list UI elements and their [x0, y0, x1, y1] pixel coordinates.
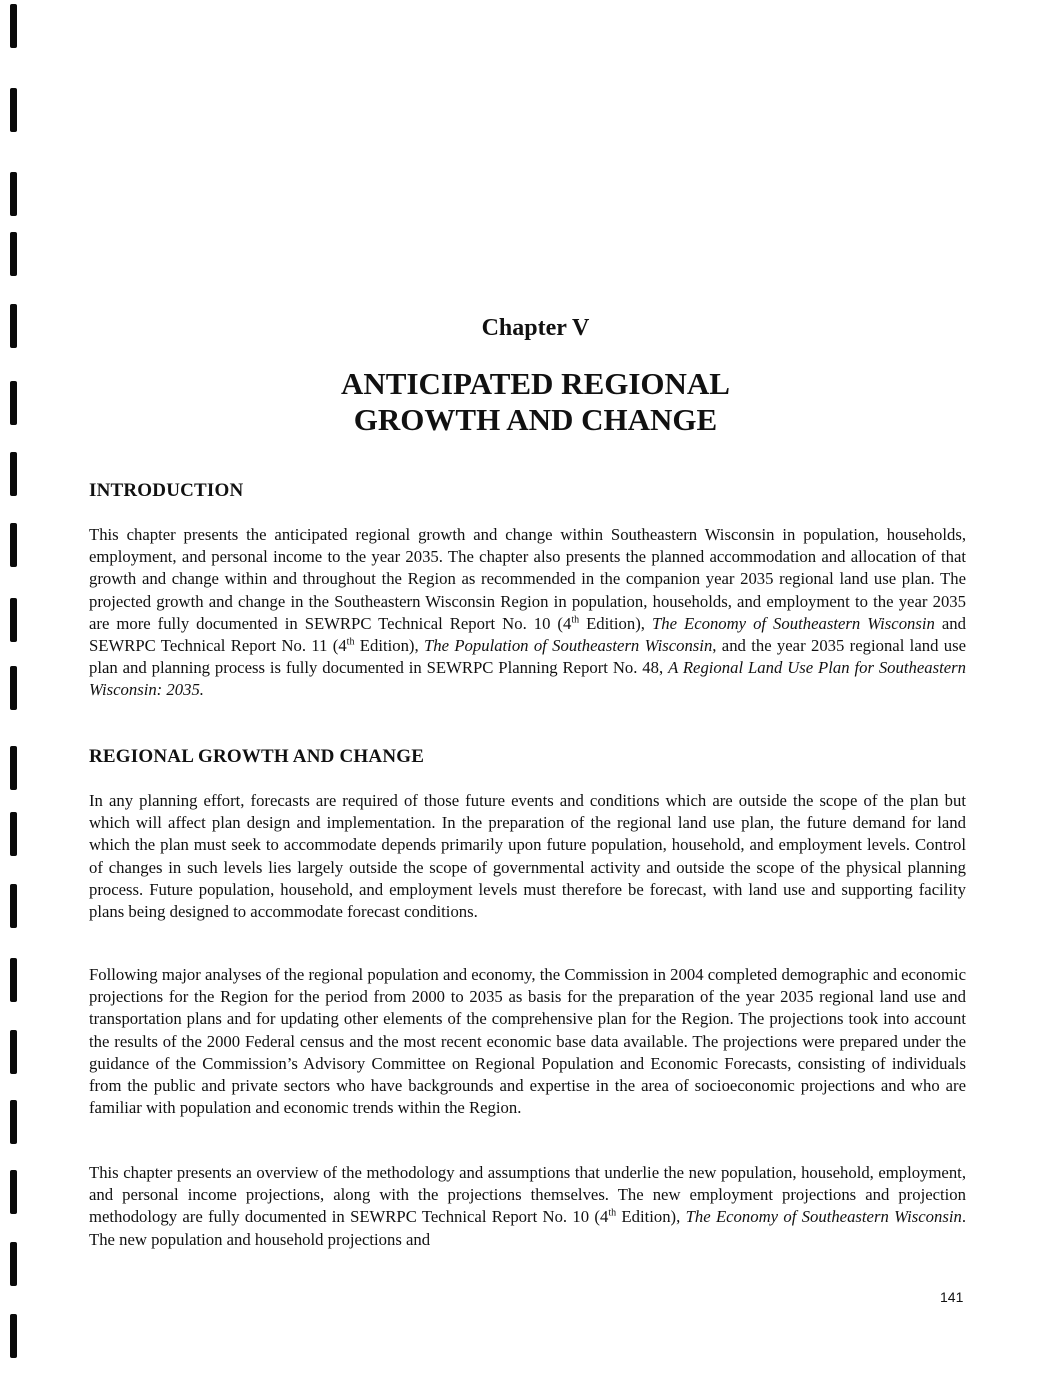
binder-mark: [10, 232, 17, 276]
binder-mark: [10, 884, 17, 928]
chapter-label: Chapter V: [481, 315, 590, 341]
publication-title: The Economy of Southeastern Wisconsin: [651, 613, 935, 633]
binder-mark: [10, 1242, 17, 1286]
superscript: th: [608, 1207, 617, 1219]
binder-mark: [10, 598, 17, 642]
section-heading-introduction: INTRODUCTION: [89, 480, 244, 501]
binder-mark: [10, 88, 17, 132]
text-run: and SEWRPC Technical Report No. 11 (4: [89, 613, 966, 656]
introduction-paragraph: [89, 524, 966, 702]
text-run: Edition),: [354, 636, 424, 656]
chapter-title: [0, 366, 1057, 438]
binder-mark: [10, 812, 17, 856]
binder-mark: [10, 4, 17, 48]
publication-title: A Regional Land Use Plan for Southeastern Wisconsin: 2035.: [89, 658, 966, 700]
binder-mark: [10, 452, 17, 496]
binder-mark: [10, 1314, 17, 1358]
regional-paragraph-1: In any planning effort, forecasts are required of those future events and conditions which are outside the scope of the plan but which will affect plan design and implementation. In the preparation of the regional land use plan, the future demand for land which the plan must seek to accommodate depends primarily upon future population, household, and employment levels. Control of changes in such levels lies largely outside the scope of governmental activity and outside the scope of the physical planning process. Future population, household, and employment levels must therefore be forecast, with land use and supporting facility plans being designed to accommodate forecast conditions.: [89, 791, 966, 922]
publication-title: The Population of Southeastern Wisconsin: [423, 636, 713, 656]
binder-mark: [10, 1030, 17, 1074]
binder-mark: [10, 172, 17, 216]
page-number: 141: [940, 1289, 964, 1305]
binder-mark: [10, 1100, 17, 1144]
binder-mark: [10, 746, 17, 790]
text-run: . The new population and household projections and: [89, 1207, 966, 1249]
chapter-title-line: GROWTH AND CHANGE: [353, 402, 718, 437]
binder-mark: [10, 523, 17, 567]
text-run: This chapter presents the anticipated regional growth and change within Southeastern Wisconsin in population, households, employment, and personal income to the year 2035. The chapter also presents the planned accommodation and allocation of that growth and change within and throughout the Region as recommended in the companion year 2035 regional land use plan. The projected growth and change in the Southeastern Wisconsin Region in population, households, and employment to the year 2035 are more fully documented in SEWRPC Technical Report No. 10 (4: [89, 525, 966, 633]
regional-paragraph-2: Following major analyses of the regional population and economy, the Commission in 2004 completed demographic and economic projections for the Region for the period from 2000 to 2035 as basis for the preparation of the year 2035 regional land use and transportation plans and for updating other elements of the comprehensive plan for the Region. The projections took into account the results of the 2000 Federal census and the most recent economic base data available. The projections were prepared under the guidance of the Commission’s Advisory Committee on Regional Population and Economic Forecasts, consisting of individuals from the public and private sectors who have backgrounds and expertise in the area of socioeconomic projections and who are familiar with population and economic trends within the Region.: [89, 965, 966, 1118]
text-run: This chapter presents an overview of the methodology and assumptions that underlie the new population, household, employment, and personal income projections, along with the projections themselves. The new employment projections and projection methodology are fully documented in SEWRPC Technical Report No. 10 (4: [89, 1163, 966, 1227]
superscript: th: [571, 614, 580, 626]
text-run: Edition),: [616, 1207, 686, 1227]
binder-mark: [10, 958, 17, 1002]
binder-mark: [10, 666, 17, 710]
regional-paragraph-3: [89, 1162, 966, 1251]
section-heading-regional-growth: REGIONAL GROWTH AND CHANGE: [89, 746, 425, 767]
text-run: Edition),: [579, 613, 652, 633]
binder-mark: [10, 1170, 17, 1214]
text-run: , and the year 2035 regional land use plan and planning process is fully documented in SEWRPC Planning Report No. 48,: [89, 636, 966, 678]
publication-title: The Economy of Southeastern Wisconsin: [685, 1207, 962, 1227]
chapter-title-line: ANTICIPATED REGIONAL: [341, 366, 730, 401]
superscript: th: [346, 636, 355, 648]
